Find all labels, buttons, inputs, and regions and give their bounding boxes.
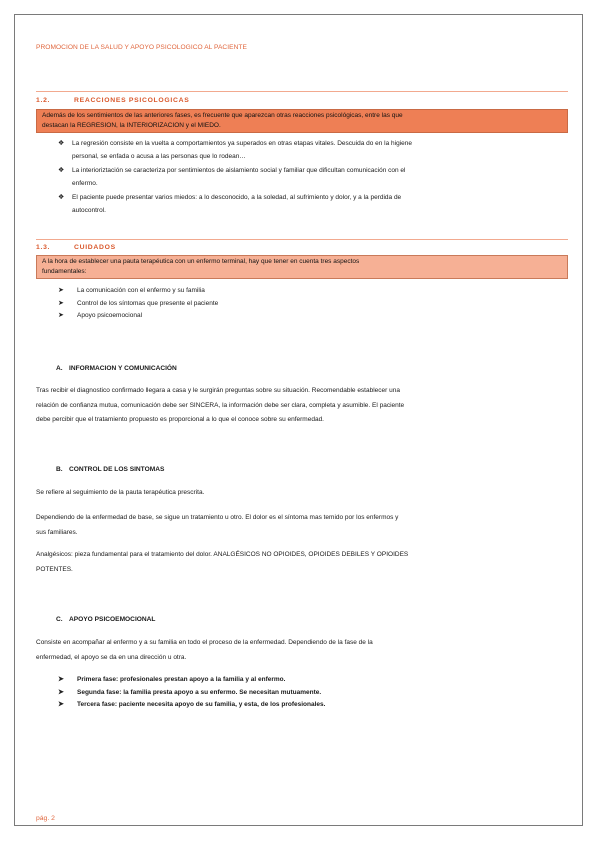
arrowhead-bullet-icon: ➤ xyxy=(58,312,64,319)
paragraph-apoyo: Consiste en acompañar al enfermo y a su familia en todo el proceso de la enfermedad. Dependiendo de la fase de la enfermedad, el apoyo se da en una dirección u otra. xyxy=(36,639,373,661)
arrowhead-bullet-icon: ➤ xyxy=(58,299,64,307)
arrowhead-bullet-icon: ➤ xyxy=(58,688,64,696)
list-item: ➤ Tercera fase: paciente necesita apoyo de su familia, y esta, de los profesionales. xyxy=(36,699,568,712)
list-item: ➤ Primera fase: profesionales prestan apoyo a la familia y al enfermo. xyxy=(36,674,568,687)
subsection-heading-informacion: A. INFORMACION Y COMUNICACIÓN xyxy=(56,365,177,372)
intro-line: A la hora de establecer una pauta terapéutica con un enfermo terminal, hay que tener en cuenta tres aspectos xyxy=(42,258,360,265)
paragraph-analgesicos: Analgésicos: pieza fundamental para el tratamiento del dolor. ANALGÉSICOS NO OPIOIDES, OPIOIDES DEBILES Y OPIOIDES POTENTES. xyxy=(36,551,409,573)
intro-line: Además de los sentimientos de las anteriores fases, es frecuente que aparezcan otras reacciones psicológicas, entre las que xyxy=(42,112,403,119)
page-header: PROMOCION DE LA SALUD Y APOYO PSICOLOGICO AL PACIENTE xyxy=(36,44,247,51)
list-item: ➤ La comunicación con el enfermo y su familia xyxy=(36,285,568,298)
document-page xyxy=(14,14,583,826)
section-rule xyxy=(36,239,568,240)
paragraph-dolor: Dependiendo de la enfermedad de base, se sigue un tratamiento u otro. El dolor es el síntoma mas temido por los enfermos y sus familiares. xyxy=(36,514,399,536)
section-number: 1.2. xyxy=(36,97,51,104)
reactions-list xyxy=(36,138,568,219)
diamond-bullet-icon: ❖ xyxy=(58,167,65,174)
arrowhead-bullet-icon: ➤ xyxy=(58,676,64,683)
section-intro-box xyxy=(36,109,568,133)
section-number: 1.3. xyxy=(36,244,51,251)
subsection-heading-sintomas: B. CONTROL DE LOS SINTOMAS xyxy=(56,466,165,473)
arrowhead-bullet-icon: ➤ xyxy=(58,287,64,294)
diamond-bullet-icon: ❖ xyxy=(58,140,65,147)
section-heading-reacciones xyxy=(36,97,189,104)
phases-list xyxy=(36,674,568,712)
page-number: pág. 2 xyxy=(36,815,55,822)
paragraph-seguimiento: Se refiere al seguimiento de la pauta terapéutica prescrita. xyxy=(36,489,205,496)
intro-line: fundamentales: xyxy=(42,268,87,275)
list-item: ❖ El paciente puede presentar varios miedos: a lo desconocido, a la soledad, al sufrimiento y dolor, y a la perdida de autocontrol. xyxy=(58,194,402,214)
list-item: ➤ Apoyo psicoemocional xyxy=(36,310,568,323)
section-heading-cuidados xyxy=(36,244,116,251)
list-item: ➤ Control de los síntomas que presente el paciente xyxy=(36,298,568,311)
list-item: ➤ Segunda fase: la familia presta apoyo a su enfermo. Se necesitan mutuamente. xyxy=(36,687,568,700)
section-title: REACCIONES PSICOLOGICAS xyxy=(74,97,190,104)
care-aspects-list xyxy=(36,285,568,323)
arrowhead-bullet-icon: ➤ xyxy=(58,701,64,708)
section-rule xyxy=(36,91,568,92)
intro-line: destacan la REGRESION, la INTERIORIZACION y el MIEDO. xyxy=(42,122,221,129)
section-title: CUIDADOS xyxy=(74,244,116,251)
diamond-bullet-icon: ❖ xyxy=(58,194,65,201)
list-item: ❖ La interioriztación se caracteriza por sentimientos de aislamiento social y familiar que dificultan comunicación con el enfermo. xyxy=(58,167,406,187)
section-intro-box xyxy=(36,255,568,279)
paragraph-informacion: Tras recibir el diagnostico confirmado llegara a casa y le surgirán preguntas sobre su situación. Recomendable establecer una relación de confianza mutua, comunicación debe ser SINCERA, la información debe ser clara, completa y asumible. El paciente debe percibir que el tratamiento propuesto es proporcional a lo que el conoce sobre su enfermedad. xyxy=(36,387,405,423)
subsection-heading-apoyo: C. APOYO PSICOEMOCIONAL xyxy=(56,616,156,623)
list-item: ❖ La regresión consiste en la vuelta a comportamientos ya superados en otras etapas vitales. Descuida do en la higiene personal, se enfada o acusa a las personas que lo rodean… xyxy=(58,140,413,160)
